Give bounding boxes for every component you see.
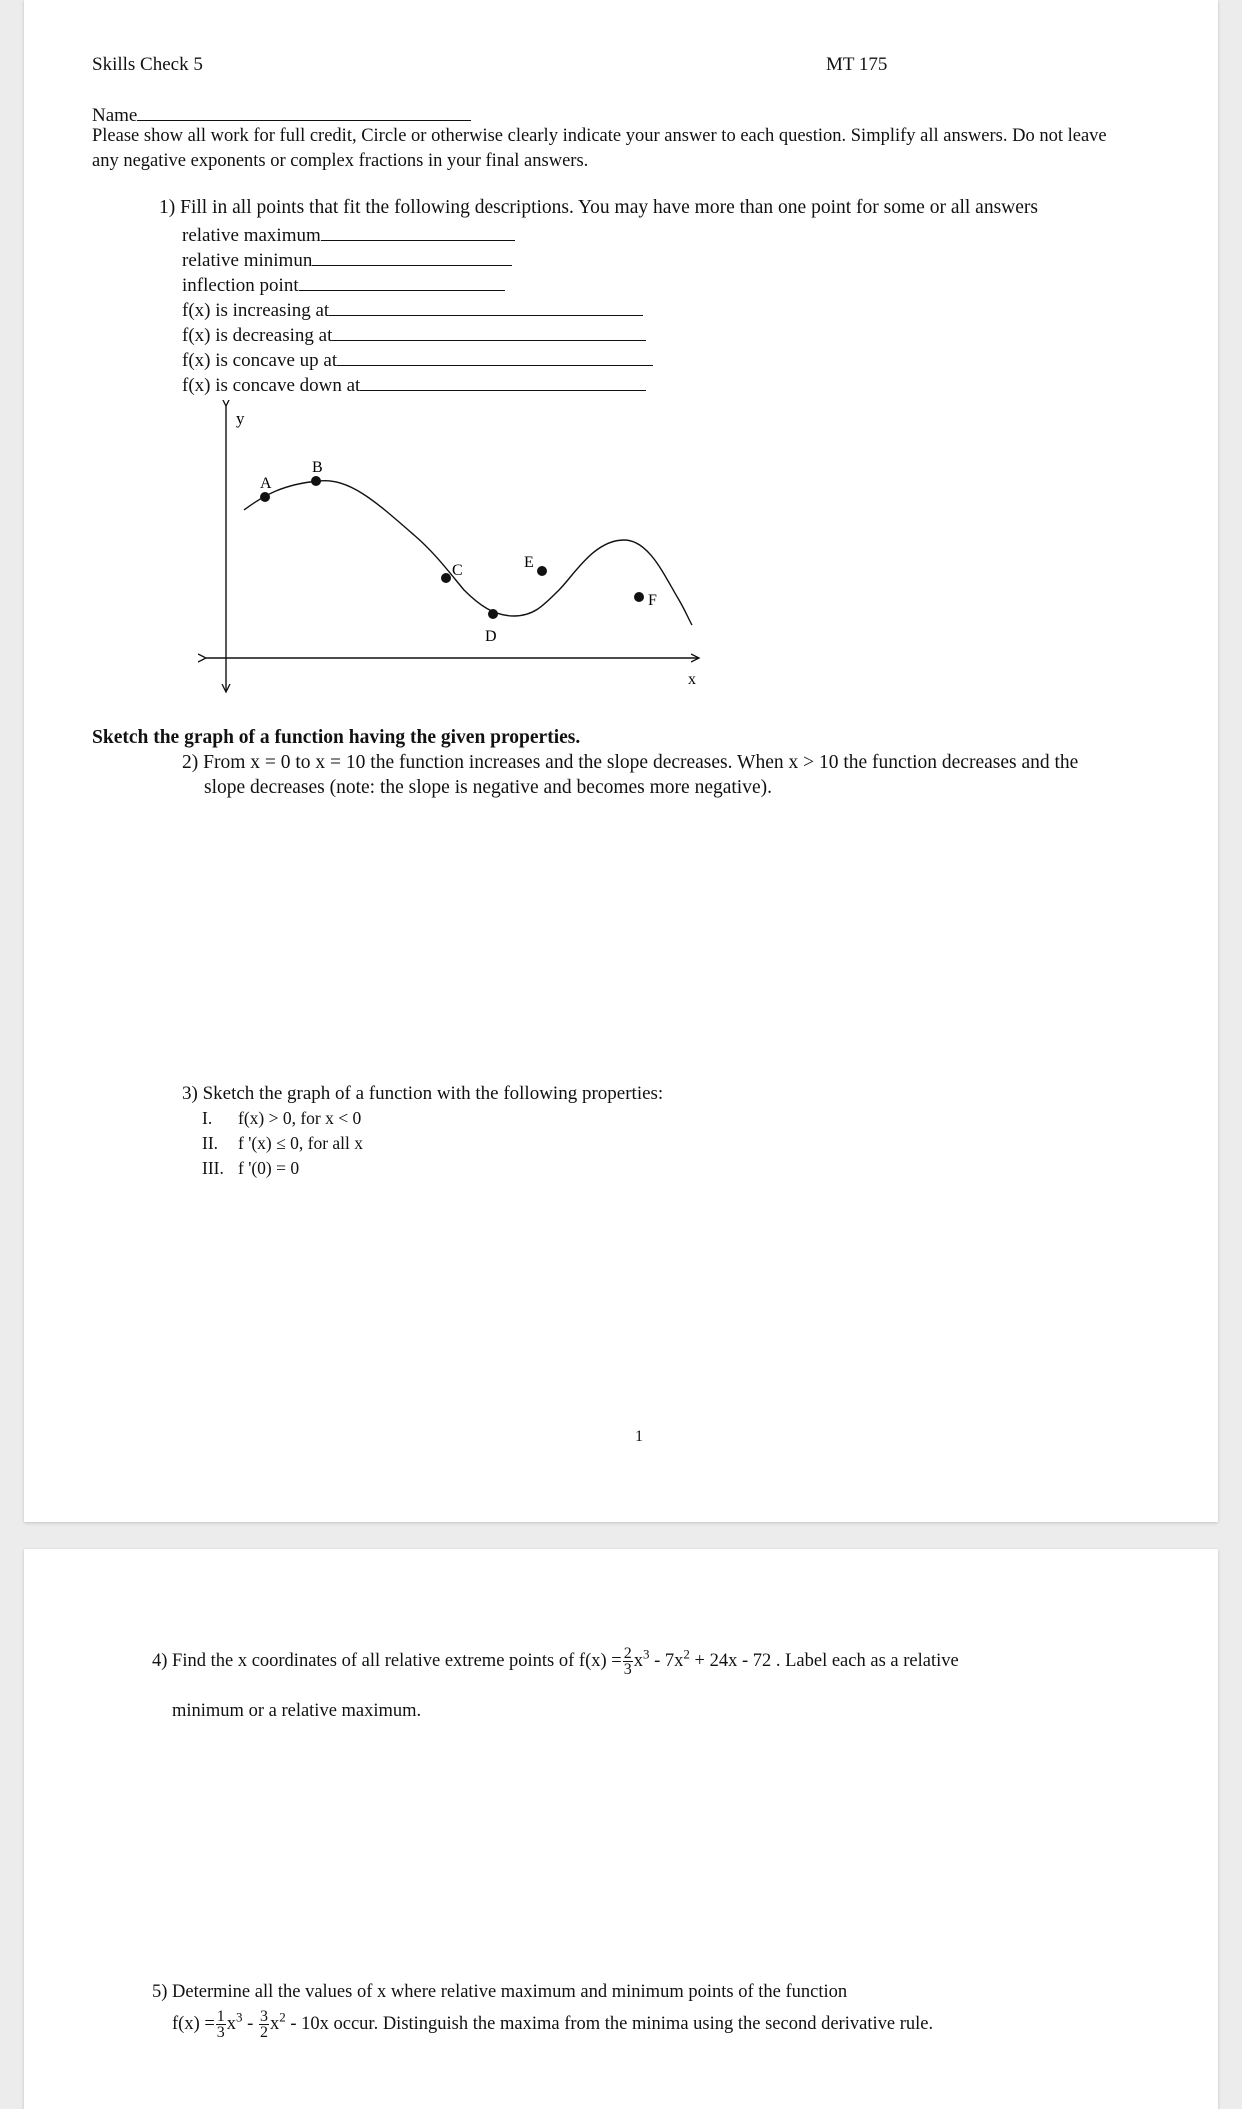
q1-function-graph — [174, 400, 734, 700]
course-code: MT 175 — [826, 54, 888, 75]
q1-item-concave-down — [182, 372, 646, 397]
q1-item-relative-maximum — [182, 222, 515, 247]
x-axis-label: x — [688, 671, 696, 688]
point-d — [488, 609, 498, 619]
q2-line-2: slope decreases (note: the slope is negative and becomes more negative). — [204, 777, 772, 798]
fraction-numerator: 3 — [259, 2008, 268, 2025]
worksheet-title: Skills Check 5 — [92, 54, 203, 75]
answer-line — [360, 372, 646, 391]
q4-fraction — [623, 1646, 633, 1677]
q3-numeral: III. — [202, 1158, 224, 1178]
q2-line-1: 2) From x = 0 to x = 10 the function increases and the slope decreases. When x > 10 the function decreases and the — [182, 752, 1079, 773]
point-a-label: A — [260, 475, 272, 492]
q5-term: x — [269, 2013, 280, 2034]
q5-prefix: f(x) = — [172, 2013, 215, 2034]
q3-prompt: 3) Sketch the graph of a function with the following properties: — [182, 1083, 664, 1104]
q4-rest: + 24x - 72 . Label each as a relative — [689, 1650, 959, 1671]
point-e — [537, 566, 547, 576]
q3-numeral: II. — [202, 1133, 219, 1153]
answer-line — [332, 322, 646, 341]
fraction-denominator: 3 — [623, 1661, 632, 1678]
q4-line-1 — [152, 1646, 959, 1677]
name-field — [92, 102, 471, 127]
q3-item-3 — [202, 1158, 299, 1179]
point-a — [260, 492, 270, 502]
q5-operator: - — [242, 2013, 258, 2034]
q4-term: - 7x — [649, 1650, 684, 1671]
q5-exponent: 3 — [236, 2009, 243, 2025]
point-b — [311, 476, 321, 486]
q3-text: f '(x) ≤ 0, for all x — [238, 1133, 364, 1153]
point-f-label: F — [648, 592, 657, 609]
point-e-label: E — [524, 554, 534, 571]
worksheet-page-1 — [24, 0, 1218, 1522]
q1-item-label: f(x) is concave down at — [182, 375, 361, 396]
q5-line-2 — [172, 2009, 933, 2040]
q3-item-2 — [202, 1133, 363, 1154]
q1-item-label: inflection point — [182, 275, 299, 296]
q3-item-1 — [202, 1108, 361, 1129]
q1-item-label: f(x) is concave up at — [182, 350, 338, 371]
function-curve — [244, 481, 692, 625]
q4-prefix: 4) Find the x coordinates of all relative extreme points of f(x) = — [152, 1650, 622, 1671]
page-number: 1 — [635, 1428, 643, 1445]
q1-item-relative-minimum — [182, 247, 512, 272]
q5-fraction-2 — [259, 2009, 269, 2040]
answer-line — [337, 347, 653, 366]
fraction-denominator: 2 — [259, 2024, 268, 2041]
q1-item-inflection-point — [182, 272, 505, 297]
q1-item-label: relative minimun — [182, 250, 313, 271]
q5-fraction-1 — [216, 2009, 226, 2040]
q5-rest: - 10x occur. Distinguish the maxima from the minima using the second derivative rule. — [285, 2013, 934, 2034]
instructions-line-1: Please show all work for full credit, Circle or otherwise clearly indicate your answer to each question. Simplify all answers. Do not leave — [92, 126, 1107, 146]
answer-line — [329, 297, 643, 316]
worksheet-page-2 — [24, 1549, 1218, 2109]
q4-exponent: 2 — [683, 1646, 690, 1662]
fraction-denominator: 3 — [216, 2024, 225, 2041]
name-blank-line — [137, 102, 471, 121]
q1-item-increasing — [182, 297, 643, 322]
q5-term: x — [226, 2013, 237, 2034]
q1-item-label: relative maximum — [182, 225, 321, 246]
fraction-numerator: 2 — [623, 1645, 632, 1662]
point-c — [441, 573, 451, 583]
q1-item-concave-up — [182, 347, 653, 372]
q3-text: f(x) > 0, for x < 0 — [238, 1108, 362, 1128]
point-d-label: D — [485, 628, 497, 645]
answer-line — [299, 272, 505, 291]
y-axis-label: y — [236, 409, 245, 428]
sketch-heading: Sketch the graph of a function having the given properties. — [92, 727, 581, 748]
q3-text: f '(0) = 0 — [238, 1158, 300, 1178]
answer-line — [321, 222, 515, 241]
fraction-numerator: 1 — [216, 2008, 225, 2025]
q5-line-1: 5) Determine all the values of x where relative maximum and minimum points of the function — [152, 1982, 848, 2002]
q1-item-label: f(x) is increasing at — [182, 300, 330, 321]
point-f — [634, 592, 644, 602]
q1-item-label: f(x) is decreasing at — [182, 325, 333, 346]
q4-line-2: minimum or a relative maximum. — [172, 1701, 422, 1721]
q1-item-decreasing — [182, 322, 646, 347]
point-b-label: B — [312, 459, 323, 476]
instructions-line-2: any negative exponents or complex fractions in your final answers. — [92, 151, 589, 171]
answer-line — [312, 247, 512, 266]
q3-numeral: I. — [202, 1108, 213, 1128]
q5-exponent: 2 — [279, 2009, 286, 2025]
q4-term: x — [633, 1650, 643, 1671]
point-c-label: C — [452, 562, 463, 579]
name-label: Name — [92, 105, 138, 126]
q1-prompt: 1) Fill in all points that fit the following descriptions. You may have more than one point for some or all answers — [159, 197, 1038, 218]
q4-exponent: 3 — [642, 1646, 650, 1662]
